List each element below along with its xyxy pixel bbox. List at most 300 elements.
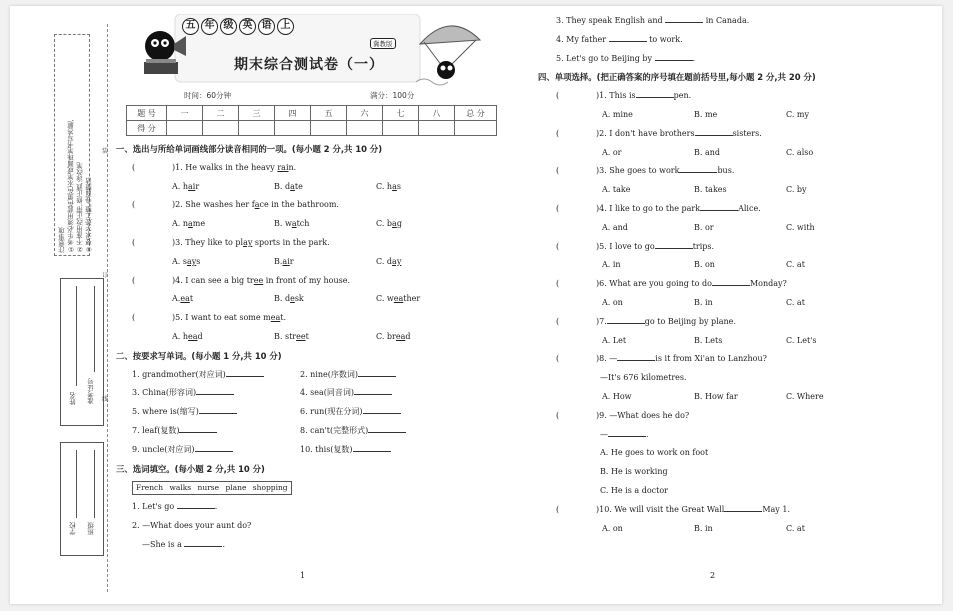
question-row	[116, 309, 496, 328]
option[interactable]: C. at	[786, 260, 805, 270]
write-item-text: 9. uncle(对应词)	[132, 444, 195, 454]
option-row	[540, 520, 940, 539]
question-text: )9. —What does he do?	[596, 410, 690, 420]
option[interactable]: B. me	[694, 109, 718, 119]
question-text: sisters.	[732, 128, 762, 138]
exam-paper	[10, 6, 942, 604]
score-col-total: 总 分	[455, 106, 497, 121]
score-cell[interactable]	[383, 121, 419, 136]
question-text: )3. She goes to work	[596, 166, 680, 176]
notice-line: ③要求字迹工整,卷面整洁	[85, 177, 93, 253]
cut-mark: 装	[102, 148, 109, 155]
option-row	[540, 256, 940, 275]
question-text: Monday?	[749, 279, 787, 289]
write-item-text: 5. where is(缩写)	[132, 407, 199, 417]
option-row	[540, 144, 940, 163]
answer-paren[interactable]: (	[556, 504, 560, 514]
write-item-text: 4. sea(同音词)	[300, 388, 355, 398]
write-item	[132, 403, 300, 422]
write-item-text: 7. leaf(复数)	[132, 425, 180, 435]
option-text: sk	[294, 294, 304, 304]
mc-question-row	[540, 200, 940, 219]
option[interactable]: A. take	[602, 185, 631, 195]
option-text: C. d	[376, 256, 393, 266]
answer-blank[interactable]	[226, 368, 264, 377]
score-col: 四	[275, 106, 311, 121]
series-char: 英	[239, 18, 256, 35]
underlined-part: a	[291, 219, 297, 229]
option[interactable]: A. or	[602, 147, 622, 157]
answer-blank[interactable]	[358, 368, 396, 377]
write-item-text: 6. run(现在分词)	[300, 407, 363, 417]
score-col: 五	[311, 106, 347, 121]
question-text: is it from Xi'an to Lanzhou?	[655, 354, 767, 364]
field-exam-id-label: 准考证号	[87, 378, 95, 404]
question-text: sports in the park.	[252, 237, 330, 247]
answer-paren[interactable]: (	[556, 203, 560, 213]
question-text: go to Beijing by plane.	[644, 316, 736, 326]
option-text: tch	[296, 219, 310, 229]
header-illustration	[120, 14, 490, 86]
answer-paren[interactable]: (	[556, 128, 560, 138]
option-text: r	[195, 181, 200, 191]
write-item	[132, 422, 300, 441]
score-cell[interactable]	[455, 121, 497, 136]
score-cell[interactable]	[311, 121, 347, 136]
answer-paren[interactable]: (	[556, 279, 560, 289]
option[interactable]	[172, 253, 274, 272]
fill-question-text: in Canada.	[705, 16, 750, 25]
option-text: A. n	[172, 219, 189, 229]
option-row	[540, 294, 940, 313]
option[interactable]: A. on	[602, 297, 623, 307]
series-char: 五	[182, 18, 199, 35]
question-text: trips.	[692, 241, 715, 251]
write-item	[132, 441, 300, 460]
page-number-2: 2	[710, 571, 716, 580]
question-text: )7.	[596, 316, 607, 326]
question-row	[116, 234, 496, 253]
answer-paren[interactable]: (	[132, 162, 136, 172]
option-text: A. h	[172, 331, 189, 341]
answer-blank[interactable]	[609, 33, 647, 42]
question-row	[116, 159, 496, 178]
write-item	[300, 366, 396, 385]
page-2-content	[540, 12, 940, 538]
answer-blank[interactable]	[695, 127, 733, 136]
dialogue-line	[540, 369, 940, 388]
score-col: 八	[419, 106, 455, 121]
option-text: t	[305, 331, 309, 341]
option[interactable]: A. Let	[602, 335, 627, 345]
answer-blank[interactable]	[655, 240, 693, 249]
option-text: B. d	[274, 294, 291, 304]
question-text: bus.	[717, 166, 735, 176]
write-item-text: 1. grandmother(对应词)	[132, 369, 226, 379]
answer-blank[interactable]	[679, 164, 717, 173]
exam-time: 时间：60分钟	[184, 91, 232, 100]
page-1-content	[116, 140, 496, 555]
option-text: C. w	[376, 294, 394, 304]
option-text: te	[294, 181, 303, 191]
underlined-part: a	[188, 219, 193, 229]
series-char: 语	[258, 18, 275, 35]
score-cell[interactable]	[275, 121, 311, 136]
cut-mark: 订	[102, 272, 109, 279]
question-text: )2. I don't have brothers	[596, 128, 695, 138]
section-4-heading: 四、单项选择。(把正确答案的序号填在题前括号里,每小题 2 分,共 20 分)	[538, 72, 816, 83]
score-cell[interactable]	[347, 121, 383, 136]
fill-question-2	[116, 517, 496, 536]
series-char: 上	[277, 18, 294, 35]
underlined-part: ay	[186, 256, 197, 266]
word-bank-box: French walks nurse plane shopping	[132, 481, 292, 495]
option[interactable]: C. He is a doctor	[600, 485, 668, 495]
option[interactable]: C. my	[786, 109, 810, 119]
option[interactable]: C. by	[786, 185, 807, 195]
dialogue-line: — .	[600, 429, 649, 439]
fill-question-text: 1. Let's go	[132, 502, 175, 512]
answer-blank[interactable]	[712, 277, 750, 286]
write-item	[132, 366, 300, 385]
option[interactable]	[274, 328, 376, 347]
underlined-part: a	[392, 181, 397, 191]
option[interactable]	[274, 290, 376, 309]
option-text: B. d	[274, 181, 291, 191]
option-text: g	[396, 219, 402, 229]
option[interactable]: C. Where	[786, 391, 824, 401]
option[interactable]: C. also	[786, 147, 814, 157]
question-text: in front of my house.	[263, 275, 351, 285]
field-class-line[interactable]	[94, 450, 95, 518]
student-info-box	[60, 278, 104, 426]
option-row	[116, 253, 496, 272]
option[interactable]: B. and	[694, 147, 721, 157]
score-row-label: 得 分	[127, 121, 167, 136]
answer-blank[interactable]	[196, 386, 234, 395]
option[interactable]: C. at	[786, 523, 805, 533]
binding-margin	[10, 6, 108, 604]
fill-question-1: 1. Let's go .	[132, 502, 218, 512]
question-text: )5. I love to go	[596, 241, 655, 251]
score-cell[interactable]	[419, 121, 455, 136]
question-row	[116, 272, 496, 291]
option-row	[540, 106, 940, 125]
mc-question-row	[540, 162, 940, 181]
answer-blank[interactable]	[724, 503, 762, 512]
score-col: 二	[203, 106, 239, 121]
mc-question-row	[540, 313, 940, 332]
fill-question-2-answer: —She is a .	[142, 539, 225, 549]
write-item	[300, 441, 391, 460]
series-badge	[182, 18, 294, 36]
section-3-heading: 三、选词填空。(每小题 2 分,共 10 分)	[116, 463, 265, 474]
answer-blank[interactable]	[700, 202, 738, 211]
underlined-part: ea	[180, 294, 190, 304]
write-item	[300, 422, 406, 441]
write-row	[132, 441, 496, 460]
write-item-text: 2. nine(序数词)	[300, 369, 359, 379]
option[interactable]	[274, 215, 376, 234]
answer-paren[interactable]: (	[556, 354, 560, 364]
option[interactable]	[376, 328, 411, 347]
edition-badge: 冀教版	[370, 38, 396, 49]
option-text: s	[196, 256, 201, 266]
option[interactable]: C. Let's	[786, 335, 817, 345]
fill-question-3	[540, 12, 940, 31]
fill-question-text: to work.	[649, 34, 683, 44]
write-item-text: 3. China(形容词)	[132, 388, 197, 398]
mc-question-row	[540, 275, 940, 294]
question-row	[116, 196, 496, 215]
option-row	[540, 181, 940, 200]
cut-line	[107, 24, 108, 592]
score-table-header-row	[127, 106, 497, 121]
write-row	[132, 422, 496, 441]
answer-paren[interactable]: (	[556, 316, 560, 326]
section-4-questions	[540, 87, 940, 538]
option-row	[116, 215, 496, 234]
option[interactable]	[376, 215, 402, 234]
fill-question-text: 2. —What does your aunt do?	[132, 520, 252, 530]
score-col: 一	[167, 106, 203, 121]
question-text: )3. They like to pl	[172, 237, 244, 247]
option[interactable]: C. with	[786, 222, 815, 232]
question-text: )4. I can see a big tr	[172, 275, 254, 285]
score-table	[126, 105, 497, 136]
option[interactable]	[376, 290, 420, 309]
option-text: B.	[274, 256, 283, 266]
answer-blank[interactable]	[655, 52, 693, 61]
write-row	[132, 366, 496, 385]
exam-header	[120, 14, 490, 104]
option[interactable]: B. How far	[694, 391, 738, 401]
fill-question-5: 5. Let's go to Beijing by .	[556, 53, 696, 63]
series-char: 年	[201, 18, 218, 35]
question-text: )1. This is	[596, 91, 636, 101]
question-text: n.	[288, 162, 297, 172]
option-text: A. h	[172, 181, 189, 191]
option[interactable]: C. at	[786, 297, 805, 307]
answer-paren[interactable]: (	[556, 91, 560, 101]
underlined-part: ai	[188, 181, 196, 191]
option-text: C. h	[376, 181, 393, 191]
underlined-part: ee	[296, 331, 306, 341]
answer-blank[interactable]	[608, 428, 646, 437]
question-text: ce in the bathroom.	[259, 200, 339, 210]
option-row	[540, 332, 940, 351]
option[interactable]: A. How	[602, 391, 632, 401]
answer-paren[interactable]: (	[556, 166, 560, 176]
score-cell[interactable]	[203, 121, 239, 136]
option[interactable]: B. on	[694, 260, 715, 270]
option-text: d	[405, 331, 411, 341]
answer-paren[interactable]: (	[556, 241, 560, 251]
option-row	[116, 328, 496, 347]
question-text: )4. I like to go to the park	[596, 203, 701, 213]
write-item	[132, 384, 300, 403]
score-col-label: 题 号	[127, 106, 167, 121]
underlined-part: e	[290, 294, 295, 304]
option[interactable]: A. mine	[602, 109, 633, 119]
write-item	[300, 403, 401, 422]
mc-question-row	[540, 407, 940, 426]
fill-question-text: 5. Let's go to Beijing by	[556, 53, 653, 63]
question-text: pen.	[673, 91, 692, 101]
series-char: 级	[220, 18, 237, 35]
score-col: 六	[347, 106, 383, 121]
option[interactable]	[274, 253, 376, 272]
field-school-line[interactable]	[76, 450, 77, 518]
field-name-line[interactable]	[76, 286, 77, 386]
answer-blank[interactable]	[617, 352, 655, 361]
option[interactable]: B. or	[694, 222, 714, 232]
fill-question-text: 3. They speak English and	[556, 16, 663, 25]
answer-blank[interactable]	[363, 405, 401, 414]
write-item-text: 10. this(复数)	[300, 444, 353, 454]
option[interactable]: B. Lets	[694, 335, 723, 345]
option[interactable]: A. and	[602, 222, 628, 232]
option[interactable]	[376, 178, 401, 197]
mc-question-row	[540, 350, 940, 369]
mc-question-row	[540, 87, 940, 106]
option[interactable]: B. He is working	[600, 467, 668, 477]
section-2-items	[116, 366, 496, 460]
score-col: 七	[383, 106, 419, 121]
question-text: )1. He walks in the heavy	[172, 162, 278, 172]
write-item-text: 8. can't(完整形式)	[300, 425, 369, 435]
answer-paren[interactable]: (	[556, 410, 560, 420]
mc-question-row	[540, 125, 940, 144]
question-text: )8. —	[596, 354, 618, 364]
write-item	[300, 384, 392, 403]
question-text: )5. I want to eat some m	[172, 313, 271, 323]
score-cell[interactable]	[239, 121, 275, 136]
write-row	[132, 384, 496, 403]
question-text: )10. We will visit the Great Wall	[596, 504, 725, 514]
underlined-part: ea	[188, 331, 198, 341]
question-text: Alice.	[738, 203, 761, 213]
question-text: May 1.	[762, 504, 790, 514]
option[interactable]	[172, 215, 274, 234]
answer-blank[interactable]	[195, 443, 233, 452]
exam-full-score: 满分：100分	[370, 91, 415, 100]
option-row	[116, 178, 496, 197]
underlined-part: ay	[243, 237, 253, 247]
answer-blank[interactable]	[179, 424, 217, 433]
option-text: B. str	[274, 331, 297, 341]
section-1-heading: 一、选出与所给单词画线部分读音相同的一项。(每小题 2 分,共 10 分)	[116, 144, 383, 154]
option[interactable]	[376, 253, 401, 272]
option[interactable]	[172, 178, 274, 197]
field-name-label: 姓名	[69, 392, 77, 405]
option[interactable]	[172, 328, 274, 347]
answer-blank[interactable]	[368, 424, 406, 433]
cut-mark: 线	[102, 396, 109, 403]
answer-blank[interactable]	[353, 443, 391, 452]
notice-line: ①考生必须用蓝色黑色水笔或圆珠笔书写答题,	[67, 119, 75, 253]
underlined-part: ai	[282, 256, 290, 266]
field-class-label: 班级	[87, 522, 95, 535]
underlined-part: ea	[393, 294, 404, 304]
fill-question-4	[540, 31, 940, 50]
answer-blank[interactable]	[199, 405, 237, 414]
score-table-score-row	[127, 121, 497, 136]
answer-blank[interactable]	[636, 89, 674, 98]
underlined-part: ee	[253, 275, 264, 285]
write-row	[132, 403, 496, 422]
page-number-1: 1	[300, 571, 306, 580]
answer-paren[interactable]: (	[132, 275, 136, 285]
option-text: d	[197, 331, 203, 341]
answer-blank[interactable]	[184, 538, 222, 547]
option-text: C. b	[376, 219, 393, 229]
question-text: )6. What are you going to do	[596, 279, 712, 289]
option[interactable]: B. in	[694, 523, 713, 533]
field-exam-id-line[interactable]	[94, 286, 95, 372]
answer-blank[interactable]	[354, 386, 392, 395]
option[interactable]: B. in	[694, 297, 713, 307]
notice-heading: 注意事项	[58, 227, 66, 253]
answer-paren[interactable]: (	[132, 313, 136, 323]
section-1-questions	[116, 159, 496, 347]
option-text: B. w	[274, 219, 292, 229]
answer-paren[interactable]: (	[132, 200, 136, 210]
option-text: me	[192, 219, 206, 229]
option[interactable]	[274, 178, 376, 197]
option[interactable]: A. He goes to work on foot	[600, 448, 709, 458]
underlined-part: ea	[270, 313, 281, 323]
question-text: t.	[280, 313, 287, 323]
option-text: r	[289, 256, 294, 266]
option-row	[540, 388, 940, 407]
score-cell[interactable]	[167, 121, 203, 136]
fill-question-text: 4. My father	[556, 34, 607, 44]
underlined-part: rai	[277, 162, 289, 172]
underlined-part: a	[290, 181, 295, 191]
option-text: ther	[403, 294, 421, 304]
underlined-part: ay	[392, 256, 402, 266]
underlined-part: a	[392, 219, 397, 229]
school-info-box	[60, 442, 104, 556]
option-text: s	[396, 181, 401, 191]
mascot-parachute-icon	[416, 26, 480, 85]
option-text: A.	[172, 294, 181, 304]
option[interactable]: A. in	[602, 260, 621, 270]
field-school-label: 学校	[69, 522, 77, 535]
option[interactable]: B. takes	[694, 185, 727, 195]
mc-question-row	[540, 501, 940, 520]
fill-question-text: —She is a	[142, 539, 182, 549]
option[interactable]: A. on	[602, 523, 623, 533]
dialogue-text: —It's 676 kilometres.	[600, 373, 687, 383]
dialogue-text: —	[600, 429, 608, 439]
option-text: A. s	[172, 256, 187, 266]
question-text: )2. She washes her f	[172, 200, 255, 210]
underlined-part: a	[254, 200, 260, 210]
answer-blank[interactable]	[177, 500, 215, 509]
option-row	[540, 219, 940, 238]
underlined-part: ea	[395, 331, 406, 341]
section-2-heading: 二、按要求写单词。(每小题 1 分,共 10 分)	[116, 350, 282, 361]
answer-paren[interactable]: (	[132, 237, 136, 247]
answer-blank[interactable]	[665, 14, 703, 23]
answer-blank[interactable]	[607, 315, 645, 324]
option[interactable]	[172, 290, 274, 309]
exam-title: 期末综合测试卷（一）	[234, 57, 384, 73]
notice-text	[58, 43, 94, 253]
option-text: t	[189, 294, 194, 304]
